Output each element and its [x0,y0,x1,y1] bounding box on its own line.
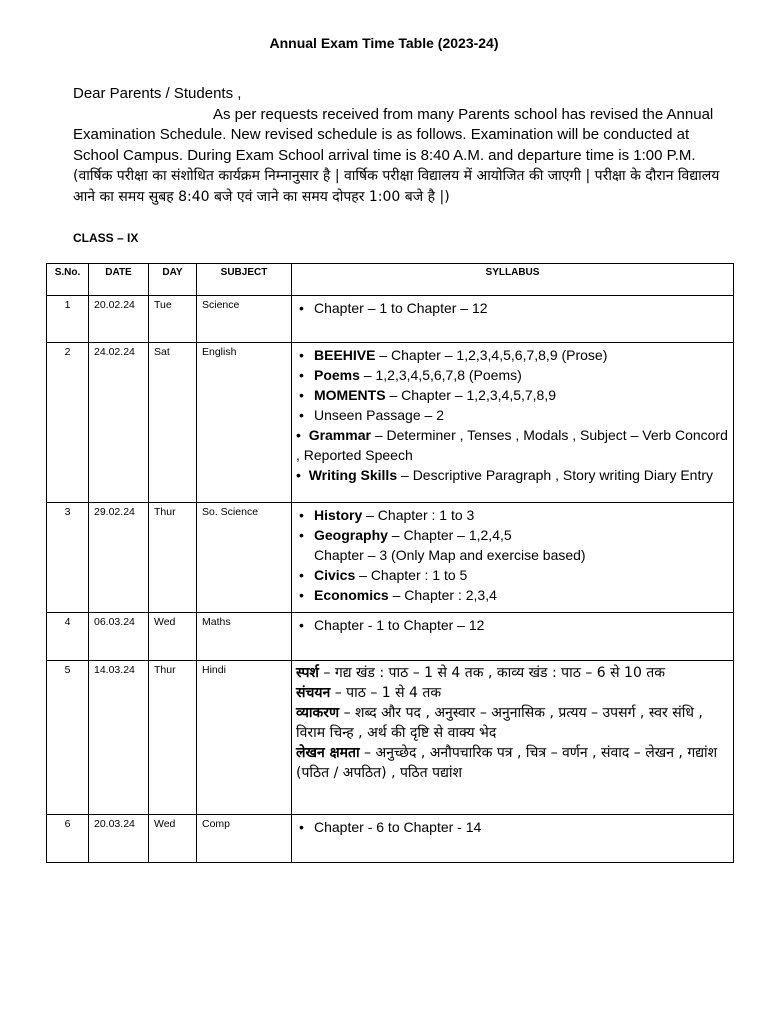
cell-subject: Hindi [197,661,292,815]
cell-date: 29.02.24 [89,503,149,613]
cell-date: 14.03.24 [89,661,149,815]
notice-body-hindi: (वार्षिक परीक्षा का संशोधित कार्यक्रम निम्नानुसार है | वार्षिक परीक्षा विद्यालय में आयोजित की जाएगी | परीक्षा के दौरान विद्यालय आने का समय सुबह 8:40 बजे एवं जाने का समय दोपहर 1:00 बजे है |) [73,168,720,205]
cell-sno: 1 [47,296,89,343]
class-label: CLASS – IX [73,231,139,245]
greeting: Dear Parents / Students , [73,85,242,102]
cell-date: 20.02.24 [89,296,149,343]
header-sno: S.No. [47,264,89,296]
cell-subject: So. Science [197,503,292,613]
cell-syllabus [292,343,734,503]
cell-day: Thur [149,661,197,815]
cell-syllabus [292,296,734,343]
table-row [47,343,734,503]
syllabus-item: स्पर्श – गद्य खंड : पाठ – 1 से 4 तक , काव्य खंड : पाठ – 6 से 10 तक [296,665,666,681]
cell-date: 06.03.24 [89,613,149,661]
syllabus-item: • MOMENTS – Chapter – 1,2,3,4,5,7,8,9 [314,385,729,405]
cell-subject: Science [197,296,292,343]
cell-day: Wed [149,613,197,661]
header-date: DATE [89,264,149,296]
cell-subject: Maths [197,613,292,661]
table-row [47,815,734,863]
table-row [47,613,734,661]
page-title: Annual Exam Time Table (2023-24) [269,35,499,51]
syllabus-item: • Poems – 1,2,3,4,5,6,7,8 (Poems) [314,365,729,385]
syllabus-item: • Writing Skills – Descriptive Paragraph , Story writing Diary Entry [296,467,714,483]
cell-syllabus [292,613,734,661]
syllabus-item: • Geography – Chapter – 1,2,4,5 [314,525,729,545]
syllabus-item: • Economics – Chapter : 2,3,4 [314,585,729,605]
syllabus-item: संचयन – पाठ – 1 से 4 तक [296,685,442,701]
syllabus-item: • Chapter - 6 to Chapter - 14 [314,817,729,837]
cell-sno: 4 [47,613,89,661]
cell-date: 20.03.24 [89,815,149,863]
table-row [47,661,734,815]
cell-subject: English [197,343,292,503]
cell-sno: 2 [47,343,89,503]
syllabus-item: व्याकरण – शब्द और पद , अनुस्वार – अनुनासिक , प्रत्यय – उपसर्ग , स्वर संधि , विराम चिन्ह , अर्थ की दृष्टि से वाक्य भेद [296,705,703,741]
header-syllabus: SYLLABUS [292,264,734,296]
syllabus-item: लेखन क्षमता – अनुच्छेद , अनौपचारिक पत्र , चित्र – वर्णन , संवाद – लेखन , गद्यांश (पठित / अपठित) , पठित पद्यांश [296,745,718,781]
cell-day: Tue [149,296,197,343]
cell-day: Thur [149,503,197,613]
syllabus-continuation: Chapter – 3 (Only Map and exercise based) [314,547,586,563]
cell-syllabus [292,815,734,863]
cell-sno: 3 [47,503,89,613]
cell-sno: 5 [47,661,89,815]
cell-day: Sat [149,343,197,503]
syllabus-item: • Chapter – 1 to Chapter – 12 [314,298,729,318]
syllabus-item: • Chapter - 1 to Chapter – 12 [314,615,729,635]
header-day: DAY [149,264,197,296]
notice-body: As per requests received from many Parents school has revised the Annual Examination Schedule. New revised schedule is as follows. Examination will be conducted at School Campus. During Exam School arrival time is 8:40 A.M. and departure time is 1:00 P.M. [73,105,714,164]
table-row [47,296,734,343]
syllabus-item: • Civics – Chapter : 1 to 5 [314,565,729,585]
cell-syllabus [292,503,734,613]
cell-subject: Comp [197,815,292,863]
header-subject: SUBJECT [197,264,292,296]
cell-sno: 6 [47,815,89,863]
table-header-row [47,264,734,296]
table-row [47,503,734,613]
notice-letter [73,84,733,207]
cell-date: 24.02.24 [89,343,149,503]
cell-syllabus [292,661,734,815]
syllabus-item: • History – Chapter : 1 to 3 [314,505,729,525]
cell-day: Wed [149,815,197,863]
syllabus-item: • Unseen Passage – 2 [314,405,729,425]
exam-timetable [46,263,734,863]
syllabus-item: • Grammar – Determiner , Tenses , Modals , Subject – Verb Concord , Reported Speech [296,427,728,463]
syllabus-item: • BEEHIVE – Chapter – 1,2,3,4,5,6,7,8,9 (Prose) [314,345,729,365]
